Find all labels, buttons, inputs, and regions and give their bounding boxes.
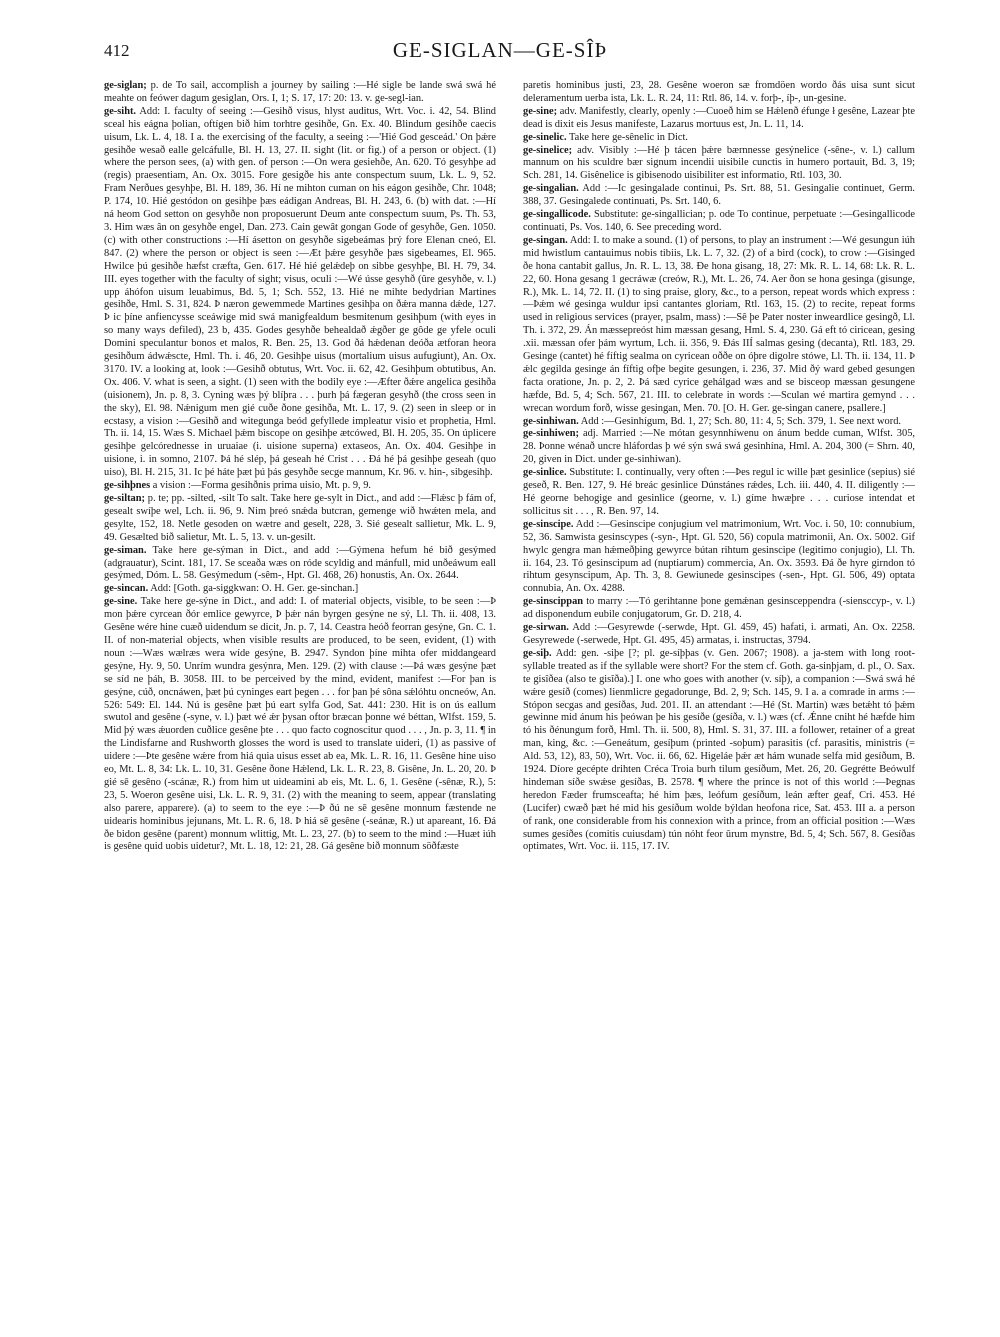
entry-headword: ge-sinscipe. xyxy=(523,518,574,530)
entry-headword: ge-singallicode. xyxy=(523,209,591,221)
entry-headword: ge-sirwan. xyxy=(523,622,569,634)
dictionary-entry xyxy=(523,467,915,519)
entry-text: Substitute: ge-singallician; p. ode To continue, perpetuate :—Gesingallicode continuati, Ps. Vos. 140, 6. See preceding word. xyxy=(523,209,915,233)
dictionary-entry xyxy=(104,493,496,545)
entry-text: Add :—Gesinscipe conjugium vel matrimonium, Wrt. Voc. i. 50, 10: connubium, 52, 36. Samwista gesinscypes (-syn-, Hpt. Gl. 520, 56) copula matrimonii, An. Ox. 5002. Gif hwylc gengra man hǽmeðþing gewyrce bútan rihtum gesinscipe (legitimo conjugio), Ll. Th. ii. 164, 23. Tó gesinscipum ad (nuptiarum) commercia, An. Ox. 3593. Ðá ðe hyre girndon tó rihtum gesynscipum, Ap. Th. 3, 8. Gewiunede gesinscipes (-sen-, Hpt. Gl. 506, 49) optata connubia, An. Ox. 4288. xyxy=(523,518,915,595)
entry-headword: ge-sincan. xyxy=(104,583,149,595)
dictionary-entry xyxy=(523,416,915,429)
entry-text: Add: gen. -siþe [?; pl. ge-síþþas (v. Gen. 2067; 1908). a ja-stem with long root-syllable treated as if the syllable were short? For the stem cf. Goth. ga-sinþjam, d. pl., O. Sax. te gisîðea (also te gisîða).] I. one who goes with another (v. síþ), a companion :—Swá swá hé wǽre gesíð (comes) lienmlicre gegadorunge, Bd. 2, 9; Sch. 145, 9. I a. a comrade in arms :—Stópon secgas and gesíðas, Jud. 201. II. an attendant :—Hé (St. Martin) wæs betǽht tó þǽm gewinne mid ánum his þeówan þe his gesíðe (gesíða, v. l.) wæs (cf. Ǽnne cniht hé hæfde him tó his ðénungum forð, Hml. Th. ii. 500, 8), Hml. S. 31, 37. III. a follower, retainer of a great man, king, &c. :—Geneátum, gesíþum (printed -soþum) parasitis (cf. parasitis, ministris (= Ald. 53, 12), 83, 50), Wrt. Voc. ii. 66, 62. Higeláe þǽr æt hám wunade selfa mid gesíðum, B. 1924. Díore gecépte drihten Créca Troia burh tilum gesíðum, Met. 26, 20. Gegrétte Beówulf hindeman síðe swǽse gesíðas, B. 2578. ¶ where the prince is not of this world :—Þegnas heredon Fæder frumsceafta; hé him þæs, leófum gesíðum, leán æfter geaf, Cri. 453. Hé (Lucifer) cwæð þæt hé mid his gesíðum wolde býldan heofona rice, Sat. 453. III a. a person of rank, one considerable from his connexion with a prince, from an official position :—Wæs sumes gesíðes (comitis cuiusdam) tún nóht feor ûrum mynstre, Bd. 5, 4; Sch. 567, 8. Gesíðas optimates, Wrt. Voc. ii. 115, 17. IV. xyxy=(523,647,915,853)
entry-text: Add :—Ic gesingalade continui, Ps. Srt. 88, 51. Gesingalie continuet, Germ. 388, 37. Gesingalede continuati, Ps. Srt. 140, 6. xyxy=(523,183,915,208)
dictionary-entry xyxy=(523,596,915,622)
dictionary-entry xyxy=(523,209,915,235)
entry-headword: ge-siglan; xyxy=(104,80,147,91)
entry-headword: ge-sinlice. xyxy=(523,467,567,479)
dictionary-entry xyxy=(104,106,496,480)
entry-headword: ge-sihþnes xyxy=(104,480,151,492)
entry-headword: ge-sine. xyxy=(104,596,138,608)
dictionary-entry xyxy=(523,428,915,467)
entry-text: p. te; pp. -silted, -silt To salt. Take here ge-sylt in Dict., and add :—Flǽsc þ fám of, gesealt swíþe wel, Lch. ii. 96, 9. Nim þreó snǽda butcran, gemenge wið hwǽten mela, and gesylte, 152, 18. Netle gesoden on wætre and geselt, 228, 3. Sié gesealt sallietur, Mk. L. 9, 49. Gesælted bið salietur, Mt. L. 5, 13. v. un-gesilt. xyxy=(104,493,496,543)
dictionary-entry xyxy=(523,106,915,132)
entry-text: Take here ge-sênelic in Dict. xyxy=(566,131,688,143)
entry-text: adj. Married :—Ne mótan gesynnhíwenu on ánum bedde cuman, Wlfst. 305, 28. Þonne wénað uncre hláfordas þ wé sýn swá swá gesinhína, Hml. A. 204, 300 (= Shrn. 40, 20, given in Dict. under ge-sinhiwan). xyxy=(523,428,915,466)
entry-headword: ge-siht. xyxy=(104,105,137,117)
entry-headword: ge-sinhiwan. xyxy=(523,415,579,427)
page-number: 412 xyxy=(104,41,130,60)
entry-headword: ge-singalian. xyxy=(523,183,579,195)
entry-text: adv. Visibly :—Hé þ tácen þǽre bærnnesse gesýnelice (-sêne-, v. l.) callum mannum on his sculdre bær signum incendii uisibile cunctis in humero portauit, Bd. 3, 19; Sch. 281, 14. Gisênelice is gibisenodo uisibiliter est informatio, Rtl. 103, 30. xyxy=(523,144,915,182)
entry-headword: ge-sinelice; xyxy=(523,144,573,156)
entry-headword: ge-sinelic. xyxy=(523,131,567,143)
entry-headword: ge-siltan; xyxy=(104,493,145,504)
entry-text: Add :—Gesyrewde (-serwde, Hpt. Gl. 459, 45) hafati, i. armati, An. Ox. 2258. Gesyrewede (-serwede, Hpt. Gl. 495, 45) armatas, i. instructas, 3794. xyxy=(523,622,915,646)
entry-headword: ge-singan. xyxy=(523,234,568,246)
dictionary-entry xyxy=(104,545,496,584)
dictionary-entry xyxy=(104,583,496,596)
entry-text: Take here ge-sýne in Dict., and add: I. of material objects, visible, to be seen :—Þ mon þǽre cyrcean ðór emlice gewyrce, Þ þǽr nán byrgen gesýne ne sý, Ll. Th. ii. 408, 13. Gesêne wére hine cuæð uidendum se dicit, Jn. p. 7, 14. Ceastra heóð feorran gesýne, Gn. C. 1. II. of non-material objects, when visible results are produced, to be seen, evident, (1) with noun :—Wæs wælræs wera wíde gesýne, B. 2947. Syndon þíne mihta ofer middangeard gesýne, Hy. 9, 50. Unrím wundra gesýnra, Men. 129. (2) with clause :—Þá wæs gesýne þæt se síd ne þáh, B. 3058. III. to be perceived by the mind, evident, manifest :—For þan is gesýne, cúð, oncnáwen, þæt þú cyninges eart þegen . . . for þan þé sôna sǽlóhtu oncneów, An. 526: 549: El. 144. Nú is gesêne þæt þú eart sylfa God, Sat. 441: 230. Hit is on ús eallum swutol and gesêne (-syne, v. l.) þæt wé ǽr þysan oftor bræcan þonne wé béttan, Wlfst. 159, 5. Mid þý wæs ǽuorden cuðlice gesêne þte . . . quo facto cognoscitur quod . . . , Jn. p. 3, 11. ¶ in the Lindisfarne and Rushworth glosses the word is used to translate uideri, (1) as passive of uidere :—Þte gesêne wǽre from hiá quia uisus esset ab ea, Mk. L. R. 16, 11. Gesêne hine uiso eo, Mt. L. 8, 34: Lk. L. 10, 31. Gesêne ðone Hǽlend, Lk. L. R. 23, 8. Gisêne, Jn. L. 20, 20. Þ gié sē gesêno (-scánæ, R.) from him ut uideamini ab eis, Mt. L. 6, 1. Gesêne (-sênæ, R.), 5: 23, 5. Woeron gesêne uisi, Lk. L. R. 9, 31. (2) with the meaning to seem, appear (translating also parere, apparere). (a) to seem to the eye :—Þ ðú ne sē gesêne monnum fæstende ne uidearis hominibus jejunans, Mt. L. R. 6, 18. Þ hiá sē gesêne (-seánæ, R.) ut apareant, 16. Ðá ðe bidon gesêne (parent) monnum wlittig, Mt. L. 23, 27. (b) to seem to the mind :—Huæt iúh is gesêne quid uobis uidetur?, Mt. L. 18, 12: 21, 28. Gá gesêne bið monnum söðfæste xyxy=(104,596,496,853)
dictionary-entry xyxy=(104,480,496,493)
entry-text: Substitute: I. continually, very often :—Þes regul ic wille þæt gesinlice (sepius) sié geseð, R. Ben. 127, 9. Hé breác gesinlice Dúnstánes rǽdes, Lch. iii. 440, 4. II. diligently :—Hé georne behogige and gesinlice (georne, v. l.) gíme hwæþre . . . curiose intendat et sollicitus sit . . . , R. Ben. 97, 14. xyxy=(523,467,915,517)
entry-text: to marry :—Tó gerihtanne þone gemǽnan gesinsceppendra (-siensccyp-, v. l.) ad disponendum eubile conjugatorum, Gr. D. 218, 4. xyxy=(523,596,915,621)
dictionary-entry xyxy=(523,183,915,209)
entry-headword: ge-siman. xyxy=(104,544,147,556)
right-column xyxy=(523,80,915,1295)
entry-headword: ge-sinscippan xyxy=(523,596,584,608)
entry-text: paretis hominibus justi, 23, 28. Gesêne woeron sæ fromdöen wordo ðás uisa sunt sicut deleramentum uerba ista, Lk. L. R. 24, 11: Rtl. 86, 14. v. forþ-, íþ-, un-gesine. xyxy=(523,80,915,104)
dictionary-entry xyxy=(523,622,915,648)
entry-text: Add :—Gesinhígum, Bd. 1, 27; Sch. 80, 11: 4, 5; Sch. 379, 1. See next word. xyxy=(578,415,902,427)
dictionary-entry xyxy=(104,80,496,106)
left-column xyxy=(104,80,496,1295)
dictionary-entry xyxy=(523,519,915,596)
dictionary-entry xyxy=(523,145,915,184)
entry-text: Add: [Goth. ga-siggkwan: O. H. Ger. ge-sinchan.] xyxy=(148,583,359,595)
dictionary-entry xyxy=(523,648,915,855)
entry-headword: ge-sinhiwen; xyxy=(523,428,579,440)
dictionary-entry xyxy=(104,596,496,854)
entry-text: adv. Manifestly, clearly, openly :—Cuoeð him se Hǽlenð éfunge ł gesêne, Lazear þte dead is dixit eis Jesus manifeste, Lazarus mortuus est, Jn. L. 11, 14. xyxy=(523,105,915,130)
running-head: GE-SIGLAN—GE-SÎÞ xyxy=(392,38,608,62)
entry-headword: ge-siþ. xyxy=(523,647,552,659)
entry-headword: ge-sine; xyxy=(523,105,558,117)
entry-text: Add: I. faculty of seeing :—Gesihð visus, hlyst auditus, Wrt. Voc. i. 42, 54. Blind sceal his eágna þolian, oftígen bið him torhtre gesihðe, Gn. Ex. 40. Blindum gesihðe caecis uisum, Lk. L. 4, 18. I a. the exercising of the faculty, a seeing :—'Hié God gesceád.' On þǽre gesihðe wesað ealle gelcáfulle, Bl. H. 13, 27. II. sight (lit. or fig.) of a person or object. (1) where the person sees, (a) with gen. of person :—On wera gesiehðe, An. 620. Tó gesyhþe ad (regis) praesentiam, An. Ox. 3015. Fore gesigðe his ante conspectum suum, Lk. L. 9, 52. Fram Nerðues gesyhþe, Bl. H. 189, 36. Hí ne mihton cuman on his eágon gesihðe, Chr. 1048; P. 174, 10. Hié gestódon on gesihþe þæs eádigan Andreas, Bl. H. 243, 6. (b) with dat. :—Hí ná heom God setton on gesyhðe non proposuerunt Deum ante conspectum suum, Ps. Th. 53, 3. Him wæs ân on gesyhðe engel, Dan. 273. Cain gewât gongan Gode of gesyhðe, Gen. 1050. (c) with other constructions :—Hí ásetton on gesyhðe sigebeámas þrý fore Elenan cneó, El. 847. (2) where the person or object is seen :—Æt þǽre gesyhðe þæs sigebeames, El. 965. Hwilce þú gesihðe hæfst cræfta, Gen. 617. Hé hié gelǽdeþ on sibbe gesyhþe, Bl. H. 79, 34. III. eyes together with the faculty of sight; visus, oculi :—Wé ússe gesyhð (ûre gesyhðe, v. l.) upp áhófon uisum leuabimus, Bd. 5, 1; Sch. 552, 13. Hié ne mihte bedydrian Martines gesihðe, Hml. S. 31, 824. Þ næron gewemmede Martines gesihþa on ðǽra manna dǽde, 127. Þ ic þíne anfiencysse sceáwige mid swá manigfealdum besmitenum gesihþum (with eyes in so many ways defiled), 23 b, 435. Godes gesyhðe behealdað ǽgðer ge gôde ge yfele oculi Domini speculantur bonos et malos, R. Ben. 25, 13. God ðá hǽdenan deóða ætforan heora gesihðum ádwǽscte, Hml. Th. i. 46, 20. Gesihþe uisus (mortalium uisus aufugiunt), An. Ox. 3170. IV. a looking at, look :—Gesihð obtutus, Wrt. Voc. ii. 62, 42. Gesihþum obtutibus, An. Ox. 406. V. what is seen, a sight. (1) seen with the bodily eye :—Æfter ðǽre angelica gesihða (uisionem), Jn. p. 8, 3. Cyning wæs þý blíþra . . . þurh þá fægeran gesyhð (the cross seen in the sky), El. 98. Nǽnigum men gié cuðe ðone gesihða, Mt. L. 17, 9. (2) seen in sleep or in ecstasy, a vision :—Gesihð and witegunga beód gefyllede impleatur visio et prophetia, Hml. Th. ii. 14, 15. Wæs S. Michael þǽm biscope on gesihþe ætcówed, Bl. H. 205, 35. On úplicere gesihþe gelcórednesse in uruaiae (i. uisione superna) extaseos, An. Ox. 404. Gesihþe in uisione, i. in somno, 2107. Þá hé slép, þá geseah hé Crist . . . Ðá hé þá gesihþe geseah (quo uiso), Bl. H. 215, 31. Ic þé háte þæt þú þás gesyhðe secge mannum, Kr. 96. v. hin-, sibgesihþ. xyxy=(104,105,496,479)
dictionary-entry xyxy=(523,235,915,416)
dictionary-entry xyxy=(523,132,915,145)
dictionary-entry xyxy=(523,80,915,106)
entry-text: Take here ge-sýman in Dict., and add :—Gýmena hefum hé bið gesýmed (adgrauatur), Scint. 181, 17. Se sceaða wæs on róde scyldig and mánfull, mid unðeáwum eall gesýmed, Dóm. L. 58. Gesýmedum (-sêm-, Hpt. Gl. 468, 26) honustis, An. Ox. 2644. xyxy=(104,544,496,582)
entry-text: p. de To sail, accomplish a journey by sailing :—Hé sigle be lande swá swá hé meahte on feówer dagum gesiglan, Ors. I, 1; S. 17, 17: 20: 13. v. ge-segl-ian. xyxy=(104,80,496,104)
entry-text: a vision :—Forma gesihðnis prima uisio, Mt. p. 9, 9. xyxy=(150,480,371,492)
entry-text: Add: I. to make a sound. (1) of persons, to play an instrument :—Wé gesungun iúh mid hwistlum cantauimus nobis tibiis, Lk. L. 7, 32. (2) of a bird (cock), to crow :—Gisinged ðe hona cantabit gallus, Jn. R. L. 13, 38. Ðe hona gisang, 18, 27: Mk. R. L. 14, 68: Lk. R. L. 22, 60. Hona gesang 1 gecráwæ (creów, R.), Mt. L. 26, 74. Aer ðon se hona gesinga (gisunge, R.), Mk. L. 14, 72. II. (1) to sing praise, glory, &c., to a person, repeat words which express :—Þǽm wé gesinga wuldur ipsi cantantes gloriam, Rtl. 163, 15. (2) to recite, repeat forms used in religious services (prayer, psalm, mass) :—Sê þe Pater noster inweardlice gesingð, Ll. Th. i. 372, 29. Án mæssepreóst him mæssan gesang, Hml. S. 4, 230. Gá eft tó ciricean, gesing .xii. mæssan ofer þám wyrtum, Lch. ii. 356, 9. Ðás IIÍ salmas gesing (decanta), Rtl. 183, 29. Gesinge (cantet) hé fíftig sealma on cyricean oððe on óþre digolre stówe, Ll. Th. ii. 134, 11. Þ ǽlc gegilda gesinge án fíftig ofþe begite gesungen, i. 236, 37. Mid ðý ward gebed gesungen facta oratione, Jn. p. 2, 2. Þá sæd cyrice gehálgad wæs and se bisceop mæssan gesungene hæfde, Bd. 5, 4; Sch. 567, 21. III. to celebrate in words :—Sculan wé martira gemynd . . . wrecan wordum forð, wisse gesingan, Men. 70. [O. H. Ger. ge-singan canere, psallere.] xyxy=(523,234,915,414)
